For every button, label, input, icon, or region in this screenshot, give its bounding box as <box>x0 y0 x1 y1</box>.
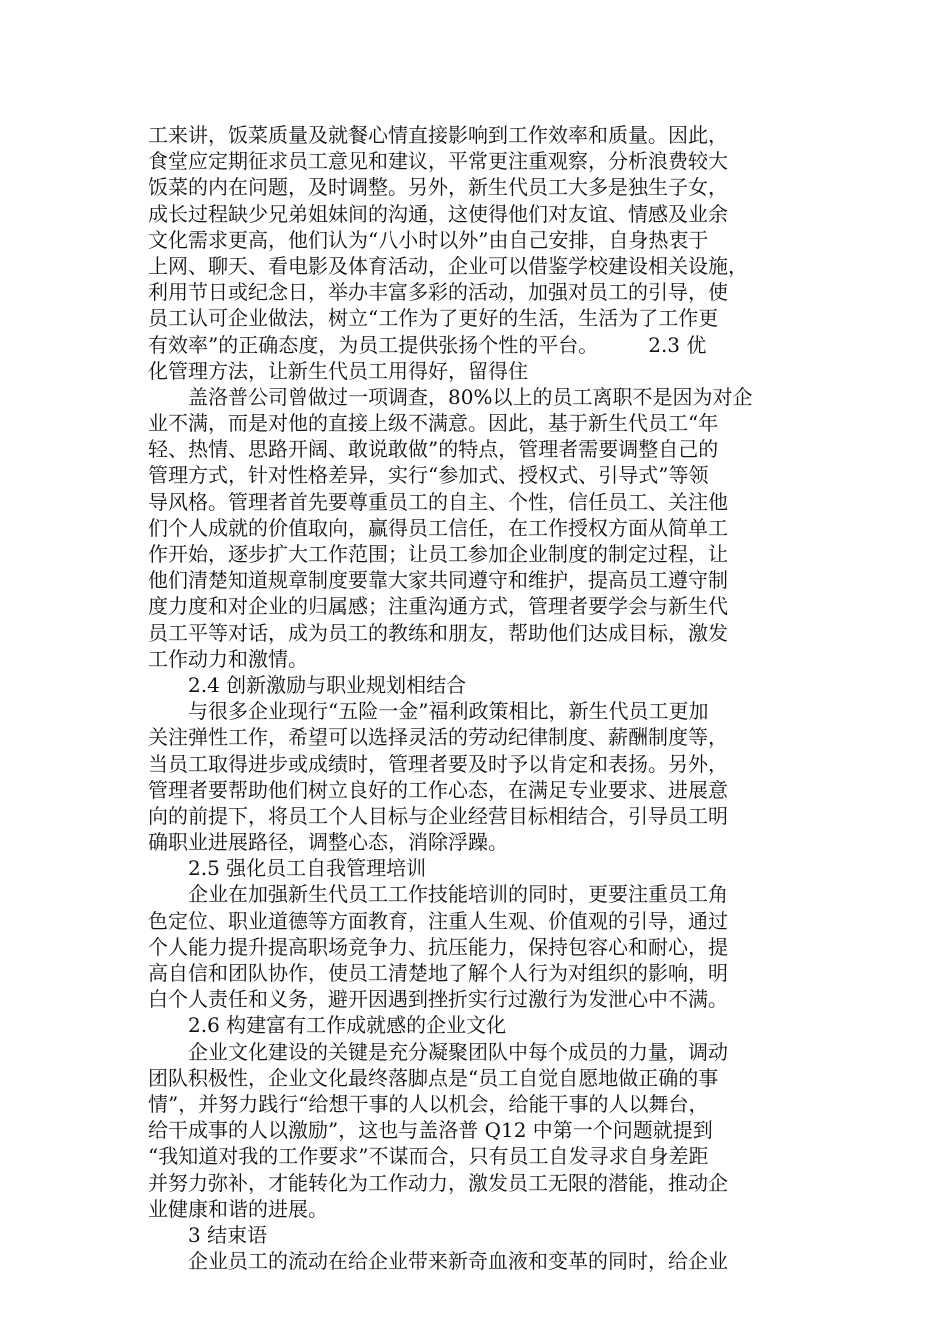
text-line: 工来讲，饭菜质量及就餐心情直接影响到工作效率和质量。因此， <box>148 123 728 147</box>
text-line: 并努力弥补，才能转化为工作动力，激发员工无限的潜能，推动企 <box>148 1170 728 1195</box>
text-line: 食堂应定期征求员工意见和建议，平常更注重观察，分析浪费较大 <box>148 149 728 174</box>
text-line: 员工认可企业做法，树立“工作为了更好的生活，生活为了工作更 <box>148 306 719 331</box>
text-line: “我知道对我的工作要求”不谋而合，只有员工自发寻求自身差距 <box>148 1144 709 1169</box>
text-line: 文化需求更高，他们认为“八小时以外”由自己安排，自身热衷于 <box>148 227 709 252</box>
text-line: 白个人责任和义务，避开因遇到挫折实行过激行为发泄心中不满。 <box>148 987 728 1012</box>
text-line: 上网、聊天、看电影及体育活动，企业可以借鉴学校建设相关设施， <box>148 253 748 278</box>
text-line: 企业员工的流动在给企业带来新奇血液和变革的同时，给企业 <box>188 1249 728 1274</box>
text-line: 与很多企业现行“五险一金”福利政策相比，新生代员工更加 <box>188 699 709 724</box>
text-line: 他们清楚知道规章制度要靠大家共同遵守和维护，提高员工遵守制 <box>148 568 728 593</box>
text-line: 员工平等对话，成为员工的教练和朋友，帮助他们达成目标，激发 <box>148 620 728 645</box>
text-line: 管理者要帮助他们树立良好的工作心态，在满足专业要求、进展意 <box>148 777 728 802</box>
text-line: 2.5 强化员工自我管理培训 <box>188 856 427 881</box>
text-line: 个人能力提升提高职场竞争力、抗压能力，保持包容心和耐心，提 <box>148 934 728 959</box>
text-line: 化管理方法，让新生代员工用得好，留得住 <box>148 358 528 383</box>
text-line: 盖洛普公司曾做过一项调查，80%以上的员工离职不是因为对企 <box>188 384 753 409</box>
text-line: 色定位、职业道德等方面教育，注重人生观、价值观的引导，通过 <box>148 908 728 933</box>
text-line: 管理方式，针对性格差异，实行“参加式、授权式、引导式”等领 <box>148 463 709 488</box>
text-line: 业不满，而是对他的直接上级不满意。因此，基于新生代员工“年 <box>148 411 719 436</box>
text-line: 度力度和对企业的归属感；注重沟通方式，管理者要学会与新生代 <box>148 594 728 619</box>
text-line: 3 结束语 <box>188 1222 268 1247</box>
text-line: 轻、热情、思路开阔、敢说敢做”的特点，管理者需要调整自己的 <box>148 437 719 462</box>
text-line: 饭菜的内在问题，及时调整。另外，新生代员工大多是独生子女， <box>148 175 728 200</box>
text-line: 给干成事的人以激励”，这也与盖洛普 Q12 中第一个问题就提到 <box>148 1118 713 1143</box>
text-line: 企业文化建设的关键是充分凝聚团队中每个成员的力量，调动 <box>188 1039 728 1064</box>
text-line: 当员工取得进步或成绩时，管理者要及时予以肯定和表扬。另外， <box>148 751 728 776</box>
text-line: 业健康和谐的进展。 <box>148 1196 328 1221</box>
text-line: 2.6 构建富有工作成就感的企业文化 <box>188 1013 507 1038</box>
text-line: 有效率”的正确态度，为员工提供张扬个性的平台。 2.3 优 <box>148 332 707 357</box>
text-line: 作开始，逐步扩大工作范围；让员工参加企业制度的制定过程，让 <box>148 542 728 566</box>
text-line: 向的前提下，将员工个人目标与企业经营目标相结合，引导员工明 <box>148 803 728 828</box>
text-line: 情”，并努力践行“给想干事的人以机会，给能干事的人以舞台， <box>148 1091 709 1116</box>
text-line: 成长过程缺少兄弟姐妹间的沟通，这使得他们对友谊、情感及业余 <box>148 201 728 226</box>
text-line: 企业在加强新生代员工工作技能培训的同时，更要注重员工角 <box>188 882 728 907</box>
text-line: 们个人成就的价值取向，赢得员工信任，在工作授权方面从简单工 <box>148 515 728 540</box>
text-line: 利用节日或纪念日，举办丰富多彩的活动，加强对员工的引导，使 <box>148 280 728 305</box>
text-line: 2.4 创新激励与职业规划相结合 <box>188 672 467 697</box>
body-text <box>148 122 798 1274</box>
text-line: 工作动力和激情。 <box>148 646 308 671</box>
text-line: 团队积极性，企业文化最终落脚点是“员工自觉自愿地做正确的事 <box>148 1065 719 1090</box>
text-line: 关注弹性工作，希望可以选择灵活的劳动纪律制度、薪酬制度等， <box>148 725 728 750</box>
text-line: 确职业进展路径，调整心态，消除浮躁。 <box>148 830 508 855</box>
text-line: 高自信和团队协作，使员工清楚地了解个人行为对组织的影响，明 <box>148 961 728 985</box>
text-line: 导风格。管理者首先要尊重员工的自主、个性，信任员工、关注他 <box>148 489 728 514</box>
